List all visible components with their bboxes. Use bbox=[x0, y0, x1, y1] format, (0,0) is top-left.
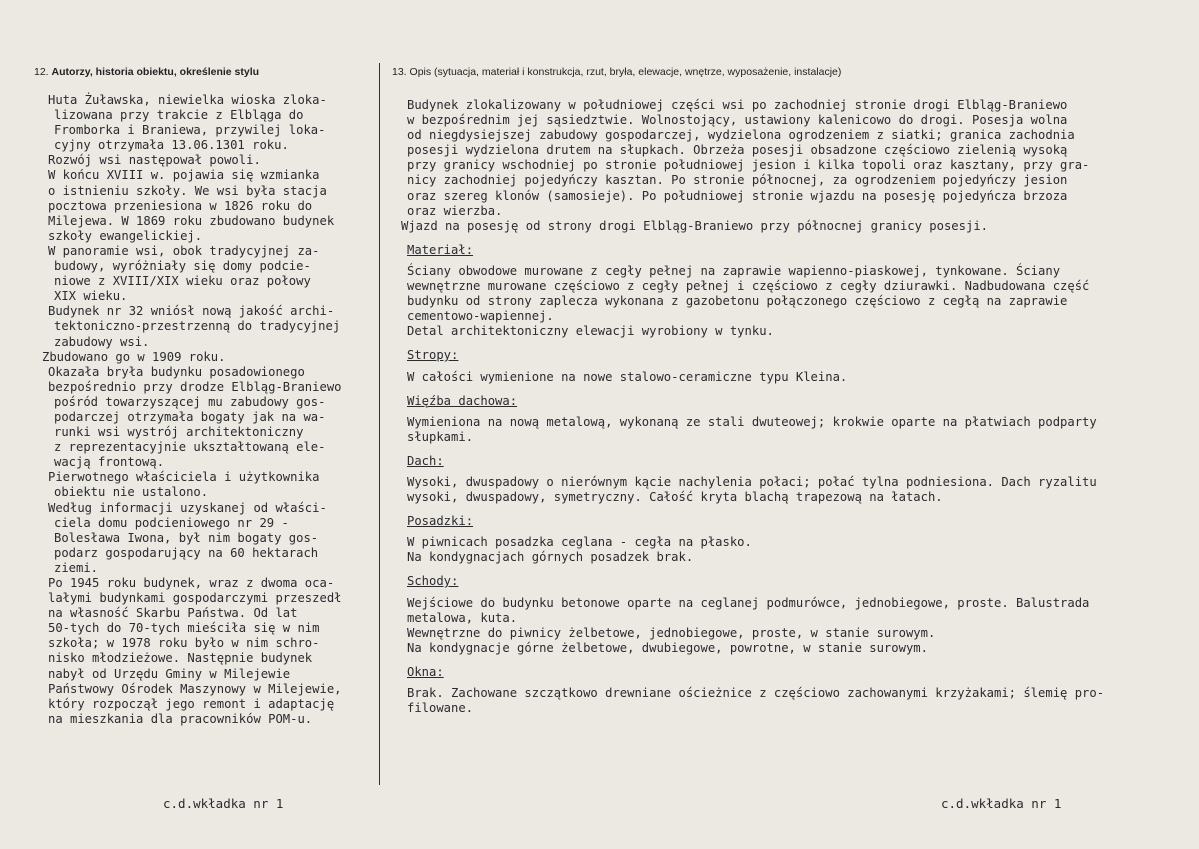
history-line: zabudowy wsi. bbox=[54, 334, 150, 349]
history-line: Budynek nr 32 wniósł nową jakość archi- bbox=[48, 304, 335, 319]
history-line: szkoły ewangelickiej. bbox=[48, 228, 203, 243]
column-divider bbox=[379, 63, 380, 785]
section-line: wewnętrzne murowane częściowo z cegły pełnej i częściowo z cegły dziurawki. Nadbudowana część bbox=[407, 279, 1090, 294]
history-line: Bolesława Iwona, był nim bogaty gos- bbox=[54, 530, 319, 545]
description-column bbox=[401, 98, 1167, 716]
section-line: Wejściowe do budynku betonowe oparte na ceglanej podmurówce, jednobiegowe, proste. Balustrada bbox=[407, 595, 1090, 610]
section-line: budynku od strony zaplecza wykonana z gazobetonu połączonego częściowo z cegłą na zaprawie bbox=[407, 294, 1068, 309]
history-line: cyjny otrzymała 13.06.1301 roku. bbox=[54, 138, 289, 153]
history-line: ziemi. bbox=[54, 560, 99, 575]
history-line: nisko młodzieżowe. Następnie budynek bbox=[48, 651, 313, 666]
section-line: Wysoki, dwuspadowy o nierównym kącie nachylenia połaci; połać tylna podniesiona. Dach ryzalitu bbox=[407, 474, 1097, 489]
section-line: W całości wymienione na nowe stalowo-ceramiczne typu Kleina. bbox=[407, 369, 848, 384]
history-line: Rozwój wsi następował powoli. bbox=[48, 153, 261, 168]
section-title: Więźba dachowa: bbox=[407, 393, 518, 408]
left-heading-number: 12. bbox=[34, 66, 49, 78]
history-line: XIX wieku. bbox=[54, 289, 128, 304]
history-line: nabył od Urzędu Gminy w Milejewie bbox=[48, 666, 291, 681]
section-line: filowane. bbox=[407, 701, 474, 716]
history-line: z reprezentacyjnie ukształtowaną ele- bbox=[54, 440, 326, 455]
section-line: słupkami. bbox=[407, 429, 474, 444]
history-line: wacją frontową. bbox=[54, 455, 165, 470]
intro-line: przy granicy wschodniej po stronie południowej jesion i kilka topoli oraz kasztany, przy gra- bbox=[407, 158, 1090, 173]
right-footer: c.d.wkładka nr 1 bbox=[941, 796, 1062, 811]
intro-line: Budynek zlokalizowany w południowej części wsi po zachodniej stronie drogi Elbląg-Braniewo bbox=[407, 98, 1068, 112]
section-line: wysoki, dwuspadowy, symetryczny. Całość kryta blachą trapezową na łatach. bbox=[407, 490, 943, 505]
left-heading-text: Autorzy, historia obiektu, określenie stylu bbox=[51, 66, 260, 78]
history-line: ciela domu podcieniowego nr 29 - bbox=[54, 515, 289, 530]
intro-line: od niegdysiejszej zabudowy gospodarczej, wydzielona ogrodzeniem z siatki; granica zachodnia bbox=[407, 128, 1075, 143]
section-line: metalowa, kuta. bbox=[407, 610, 518, 625]
history-line: Według informacji uzyskanej od właści- bbox=[48, 500, 327, 515]
history-line: lizowana przy trakcie z Elbląga do bbox=[54, 108, 304, 123]
history-line: na mieszkania dla pracowników POM-u. bbox=[48, 711, 313, 726]
intro-line: nicy zachodniej pojedyńczy kasztan. Po stronie północnej, za ogrodzeniem pojedyńczy jesion bbox=[407, 173, 1068, 188]
intro-line: oraz szereg klonów (samosieje). Po południowej stronie wjazdu na posesję pojedyńcza brzoza bbox=[407, 188, 1068, 203]
intro-line: w bezpośrednim jej sąsiedztwie. Wolnostojący, ustawiony kalenicowo do drogi. Posesja wolna bbox=[407, 113, 1068, 128]
section-line: W piwnicach posadzka ceglana - cegła na płasko. bbox=[407, 535, 752, 550]
history-line: W panoramie wsi, obok tradycyjnej za- bbox=[48, 243, 320, 258]
left-footer: c.d.wkładka nr 1 bbox=[163, 796, 284, 811]
section-title: Dach: bbox=[407, 453, 444, 468]
intro-line: posesji wydzielona drutem na słupkach. Obrzeża posesji obsadzone częściowo zielenią wysoką bbox=[407, 143, 1068, 158]
history-line: lałymi budynkami gospodarczymi przeszedł bbox=[48, 591, 342, 606]
intro-line: oraz wierzba. bbox=[407, 203, 503, 218]
history-line: Pierwotnego właściciela i użytkownika bbox=[48, 470, 320, 485]
history-line: Państwowy Ośrodek Maszynowy w Milejewie, bbox=[48, 681, 342, 696]
history-line: niowe z XVIII/XIX wieku oraz połowy bbox=[54, 274, 311, 289]
left-heading bbox=[34, 66, 259, 78]
history-line: obiektu nie ustalono. bbox=[54, 485, 209, 500]
history-line: pośród towarzyszącej mu zabudowy gos- bbox=[54, 394, 326, 409]
history-line: Huta Żuławska, niewielka wioska zloka- bbox=[48, 93, 327, 107]
section-title: Stropy: bbox=[407, 348, 459, 363]
right-heading-text: Opis (sytuacja, materiał i konstrukcja, rzut, bryła, elewacje, wnętrze, wyposażenie, instalacje) bbox=[409, 66, 842, 78]
section-title: Schody: bbox=[407, 574, 459, 589]
history-line: który rozpoczął jego remont i adaptację bbox=[48, 696, 335, 711]
history-line: podarz gospodarujący na 60 hektarach bbox=[54, 545, 319, 560]
history-line: 50-tych do 70-tych mieściła się w nim bbox=[48, 621, 320, 636]
section-line: Na kondygnacje górne żelbetowe, dwubiegowe, powrotne, w stanie surowym. bbox=[407, 640, 928, 655]
section-line: cementowo-wapiennej. bbox=[407, 309, 554, 324]
section-line: Detal architektoniczny elewacji wyrobiony w tynku. bbox=[407, 324, 774, 339]
intro-line: Wjazd na posesję od strony drogi Elbląg-Braniewo przy północnej granicy posesji. bbox=[401, 218, 988, 233]
history-line: budowy, wyróżniały się domy podcie- bbox=[54, 259, 311, 274]
history-line: tektoniczno-przestrzenną do tradycyjnej bbox=[54, 319, 341, 334]
history-line: o istnieniu szkoły. We wsi była stacja bbox=[48, 183, 327, 198]
history-line: Zbudowano go w 1909 roku. bbox=[42, 349, 226, 364]
history-line: Okazała bryła budynku posadowionego bbox=[48, 364, 305, 379]
section-line: Wewnętrzne do piwnicy żelbetowe, jednobiegowe, proste, w stanie surowym. bbox=[407, 625, 936, 640]
section-title: Okna: bbox=[407, 664, 444, 679]
section-line: Ściany obwodowe murowane z cegły pełnej na zaprawie wapienno-piaskowej, tynkowane. Ściany bbox=[407, 263, 1061, 278]
section-line: Brak. Zachowane szczątkowo drewniane ościeżnice z częściowo zachowanymi krzyżakami; ślemię pro- bbox=[407, 686, 1105, 700]
section-title: Materiał: bbox=[407, 242, 474, 257]
right-heading-number: 13. bbox=[392, 66, 407, 78]
section-line: Wymieniona na nową metalową, wykonaną ze stali dwuteowej; krokwie oparte na płatwiach podparty bbox=[407, 414, 1097, 429]
history-line: Po 1945 roku budynek, wraz z dwoma oca- bbox=[48, 576, 335, 590]
history-line: na własność Skarbu Państwa. Od lat bbox=[48, 606, 298, 621]
history-line: runki wsi wystrój architektoniczny bbox=[54, 425, 304, 440]
right-heading bbox=[392, 66, 841, 78]
history-column bbox=[42, 93, 376, 727]
history-line: bezpośrednio przy drodze Elbląg-Braniewo bbox=[48, 379, 342, 394]
section-line: Na kondygnacjach górnych posadzek brak. bbox=[407, 550, 694, 565]
history-line: podarczej otrzymała bogaty jak na wa- bbox=[54, 409, 326, 424]
history-line: Fromborka i Braniewa, przywilej loka- bbox=[54, 123, 326, 138]
history-line: Milejewa. W 1869 roku zbudowano budynek bbox=[48, 213, 335, 228]
history-line: pocztowa przeniesiona w 1826 roku do bbox=[48, 198, 313, 213]
history-line: W końcu XVIII w. pojawia się wzmianka bbox=[48, 168, 320, 183]
history-line: szkoła; w 1978 roku było w nim schro- bbox=[48, 636, 320, 651]
section-title: Posadzki: bbox=[407, 514, 474, 529]
